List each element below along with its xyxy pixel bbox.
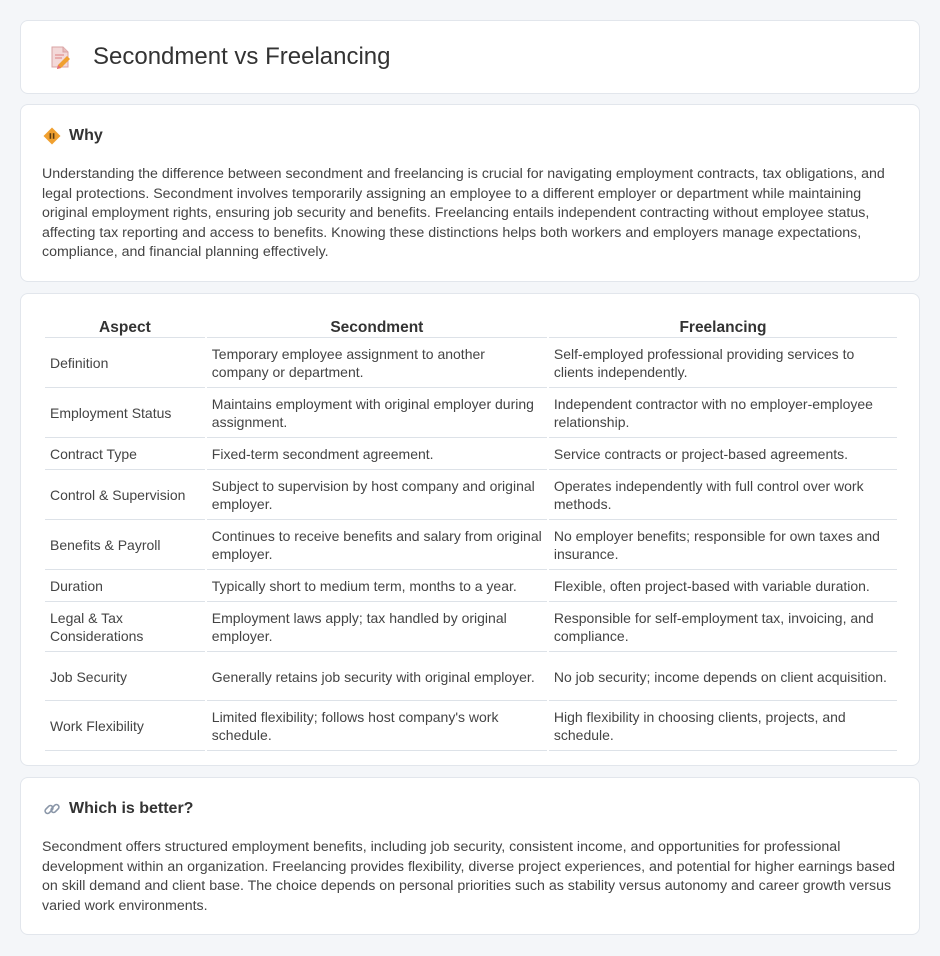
link-icon (43, 800, 61, 818)
column-header-freelancing: Freelancing (549, 316, 897, 338)
better-card (20, 777, 920, 935)
freelancing-cell: Operates independently with full control over work methods. (549, 470, 897, 520)
aspect-cell: Control & Supervision (45, 470, 205, 520)
secondment-cell: Maintains employment with original employer during assignment. (207, 388, 547, 438)
better-heading: Which is better? (69, 800, 194, 817)
aspect-cell: Benefits & Payroll (45, 520, 205, 570)
table-row (45, 652, 897, 701)
table-row (45, 520, 897, 570)
page-title: Secondment vs Freelancing (93, 43, 391, 70)
diamond-sign-icon (43, 127, 61, 145)
freelancing-cell: Self-employed professional providing services to clients independently. (549, 338, 897, 388)
comparison-card (20, 293, 920, 766)
table-row (45, 438, 897, 470)
why-paragraph: Understanding the difference between secondment and freelancing is crucial for navigating employment contracts, tax obligations, and legal protections. Secondment involves temporarily assigning an employee to a different employer or department while maintaining original employment rights, ensuring job security and benefits. Freelancing entails independent contracting without employee status, affecting tax reporting and access to benefits. Knowing these distinctions helps both workers and employers manage expectations, compliance, and financial planning effectively. (42, 166, 885, 261)
why-heading: Why (69, 127, 103, 144)
why-section-header (43, 127, 103, 145)
freelancing-cell: No job security; income depends on client acquisition. (549, 652, 897, 701)
aspect-cell: Duration (45, 570, 205, 602)
freelancing-cell: Responsible for self-employment tax, invoicing, and compliance. (549, 602, 897, 652)
table-row (45, 570, 897, 602)
freelancing-cell: Flexible, often project-based with variable duration. (549, 570, 897, 602)
secondment-cell: Temporary employee assignment to another company or department. (207, 338, 547, 388)
table-row (45, 388, 897, 438)
secondment-cell: Generally retains job security with original employer. (207, 652, 547, 701)
aspect-cell: Contract Type (45, 438, 205, 470)
aspect-cell: Employment Status (45, 388, 205, 438)
comparison-table (43, 316, 899, 751)
table-row (45, 701, 897, 751)
freelancing-cell: Independent contractor with no employer-employee relationship. (549, 388, 897, 438)
table-header-row (45, 316, 897, 338)
better-section-header (43, 800, 193, 818)
column-header-secondment: Secondment (207, 316, 547, 338)
column-header-aspect: Aspect (45, 316, 205, 338)
aspect-cell: Job Security (45, 652, 205, 701)
secondment-cell: Continues to receive benefits and salary from original employer. (207, 520, 547, 570)
table-row (45, 338, 897, 388)
secondment-cell: Subject to supervision by host company and original employer. (207, 470, 547, 520)
secondment-cell: Limited flexibility; follows host company's work schedule. (207, 701, 547, 751)
better-paragraph: Secondment offers structured employment benefits, including job security, consistent income, and opportunities for professional development within an organization. Freelancing provides flexibility, diverse project experiences, and potential for higher earnings based on skill demand and client base. The choice depends on personal priorities such as stability versus autonomy and career growth versus varied work environments. (42, 839, 896, 914)
table-row (45, 470, 897, 520)
secondment-cell: Typically short to medium term, months to a year. (207, 570, 547, 602)
secondment-cell: Employment laws apply; tax handled by original employer. (207, 602, 547, 652)
title-card (20, 20, 920, 94)
aspect-cell: Work Flexibility (45, 701, 205, 751)
aspect-cell: Legal & Tax Considerations (45, 602, 205, 652)
freelancing-cell: High flexibility in choosing clients, projects, and schedule. (549, 701, 897, 751)
secondment-cell: Fixed-term secondment agreement. (207, 438, 547, 470)
freelancing-cell: Service contracts or project-based agreements. (549, 438, 897, 470)
freelancing-cell: No employer benefits; responsible for own taxes and insurance. (549, 520, 897, 570)
aspect-cell: Definition (45, 338, 205, 388)
table-row (45, 602, 897, 652)
document-pencil-icon (47, 44, 73, 70)
why-card (20, 104, 920, 282)
